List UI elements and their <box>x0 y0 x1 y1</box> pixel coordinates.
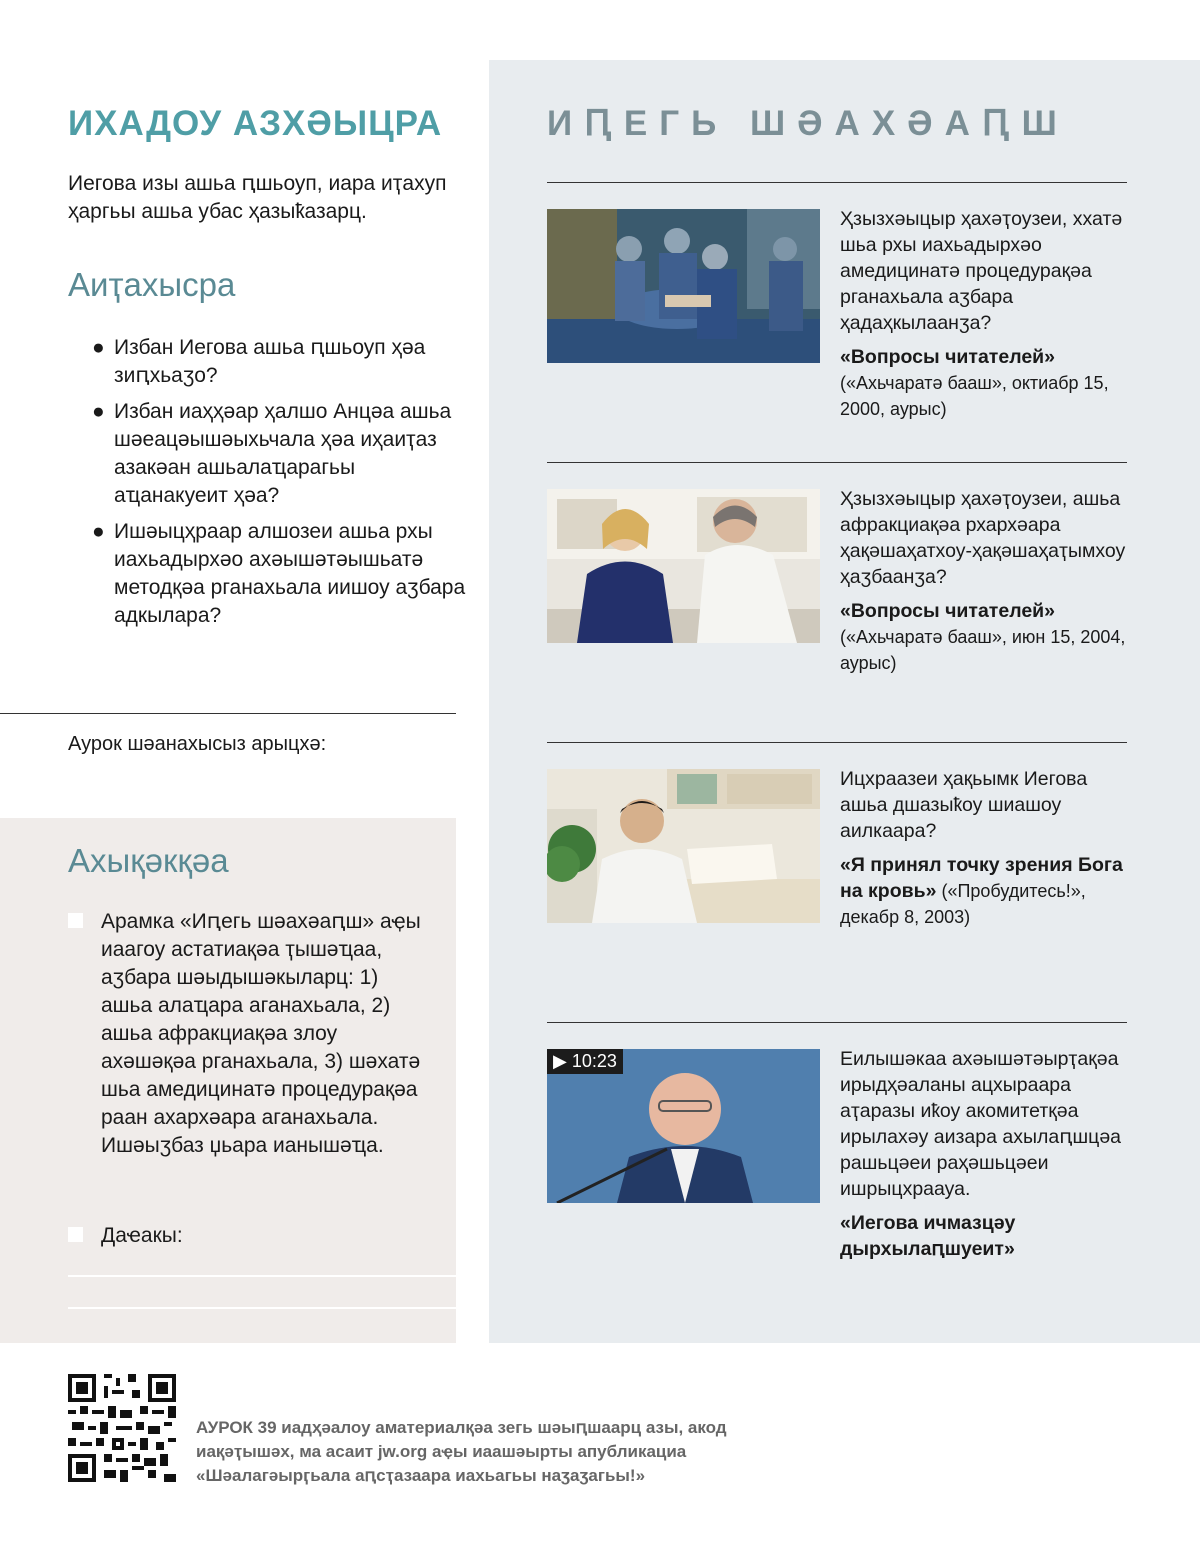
entry-question: Ицхраазеи ҳақьымк Иегова ашьа дшазыҟоу шиашоу аилкаара? <box>840 768 1088 842</box>
entry-source[interactable] <box>840 1210 1130 1262</box>
entry-source[interactable]: «Вопросы читателей» («Ахьчаратә бааш», октиабр 15, 2000, аурыс) <box>840 346 1109 419</box>
explore-entry-2 <box>840 486 1130 676</box>
explore-entry-1 <box>840 206 1130 422</box>
qr-code-icon[interactable] <box>68 1374 176 1482</box>
goals-title: Ахықәкқәа <box>68 842 229 879</box>
writing-line[interactable] <box>68 1275 456 1277</box>
video-duration-badge[interactable]: ▶ 10:23 <box>547 1049 623 1074</box>
review-list <box>90 334 470 638</box>
video-thumbnail[interactable] <box>547 1049 820 1203</box>
qr-code-graphic <box>68 1374 176 1482</box>
entry-divider <box>547 1022 1127 1023</box>
review-item: ● Избан Иегова ашьа ԥшьоуп ҳәа зиԥхьаӡо? <box>92 336 426 387</box>
summary-text: Иегова изы ашьа ԥшьоуп, иара иҭахуп ҳаргьы ашьа убас ҳазыҟазарц. <box>68 172 447 223</box>
bullet-icon: ● <box>92 336 105 359</box>
entry-source[interactable]: «Вопросы читателей» («Ахьчаратә бааш», июн 15, 2004, аурыс) <box>840 600 1126 673</box>
entry-question: Еилышәкаа ахәышәтәырҭақәа ирыдҳәаланы ацхыраара аҭаразы иҟоу акомитетқәа ирылахәу аизара ахылаԥшцәа рашьцәеи раҳәшьцәеи ишрыцхраауа. <box>840 1048 1122 1200</box>
explore-title: ИԤЕГЬ ШӘАХӘАԤШ <box>547 104 1069 143</box>
surgery-photo-image <box>547 209 820 363</box>
explore-entry-3 <box>840 766 1130 930</box>
article-title-link[interactable]: «Я принял точку зрения Бога на кровь» <box>840 854 1123 902</box>
goal-item-articles[interactable]: Арамка «Иԥегь шәахәаԥш» аҿы иаагоу астатиақәа ҭышәҵаа, аӡбара шәыдышәкыларц: 1) ашьа алаҵара аганахьала, 2) ашьа афракциақәа злоу ахәшәқәа рганахьала, 3) шәхатә шьа амедицинатә процедурақәа раан ахархәара аганахьала. Ишәыӡбаз џьара ианышәҵа. <box>68 908 428 1160</box>
article-title-link[interactable]: «Вопросы читателей» <box>840 600 1056 622</box>
footer-note: АУРОК 39 иадҳәалоу аматериалқәа зегь шәыԥшаарц азы, акод иақәҭышәх, ма асаит jw.org аҿы иаашәырты апубликациа «Шәалагәырӷьала аԥсҭазаара иахьагьы наӡаӡагьы!» <box>196 1418 727 1485</box>
bullet-icon: ● <box>92 520 105 543</box>
patient-doctor-photo-image <box>547 489 820 643</box>
entry-divider <box>547 182 1127 183</box>
explore-entry-4 <box>840 1046 1130 1262</box>
entry-question: Ҳзызхәыцыр ҳахәҭоузеи, ашьа афракциақәа рхархәара ҳақәшаҳатхоу-ҳақәшаҳаҭымхоу ҳаӡбаанӡа? <box>840 488 1126 588</box>
lesson-completed-date-label: Аурок шәанахысыз арыцхә: <box>68 733 327 755</box>
review-title: Аиҭахысра <box>68 266 236 303</box>
doctor-photo[interactable] <box>547 769 820 923</box>
doctor-photo-image <box>547 769 820 923</box>
article-title-link[interactable]: «Вопросы читателей» <box>840 346 1056 368</box>
review-item: ● Ишәыцҳраар алшозеи ашьа рхы иахьадырхәо ахәышәтәышьатә методқәа рганахьала иишоу аӡбара адкылара? <box>92 520 466 627</box>
section-divider <box>0 713 456 714</box>
surgery-photo[interactable] <box>547 209 820 363</box>
bullet-icon: ● <box>92 400 105 423</box>
writing-line[interactable] <box>68 1307 456 1309</box>
summary-title: ИХАДОУ АЗХӘЫЦРА <box>68 104 443 143</box>
entry-divider <box>547 462 1127 463</box>
goal-item-other[interactable]: Даҽакы: <box>68 1222 428 1250</box>
checkbox-icon[interactable] <box>68 1227 83 1242</box>
entry-source[interactable]: «Я принял точку зрения Бога на кровь» («Пробудитесь!», декабр 8, 2003) <box>840 854 1123 927</box>
checkbox-icon[interactable] <box>68 913 83 928</box>
review-item: ● Избан иаҳҳәар ҳалшо Анцәа ашьа шәеацәышәыхьчала ҳәа иҳаиҭаз азакәан ашьалаҵарагьы аҵанакуеит ҳәа? <box>92 400 452 507</box>
entry-divider <box>547 742 1127 743</box>
patient-doctor-photo[interactable] <box>547 489 820 643</box>
video-title-link[interactable]: «Иегова ичмазцәу дырхылаԥшуеит» <box>840 1212 1016 1260</box>
entry-question: Ҳзызхәыцыр ҳахәҭоузеи, ххатә шьа рхы иахьадырхәо амедицинатә процедурақәа рганахьала аӡбара ҳадаҳкылаанӡа? <box>840 208 1123 334</box>
